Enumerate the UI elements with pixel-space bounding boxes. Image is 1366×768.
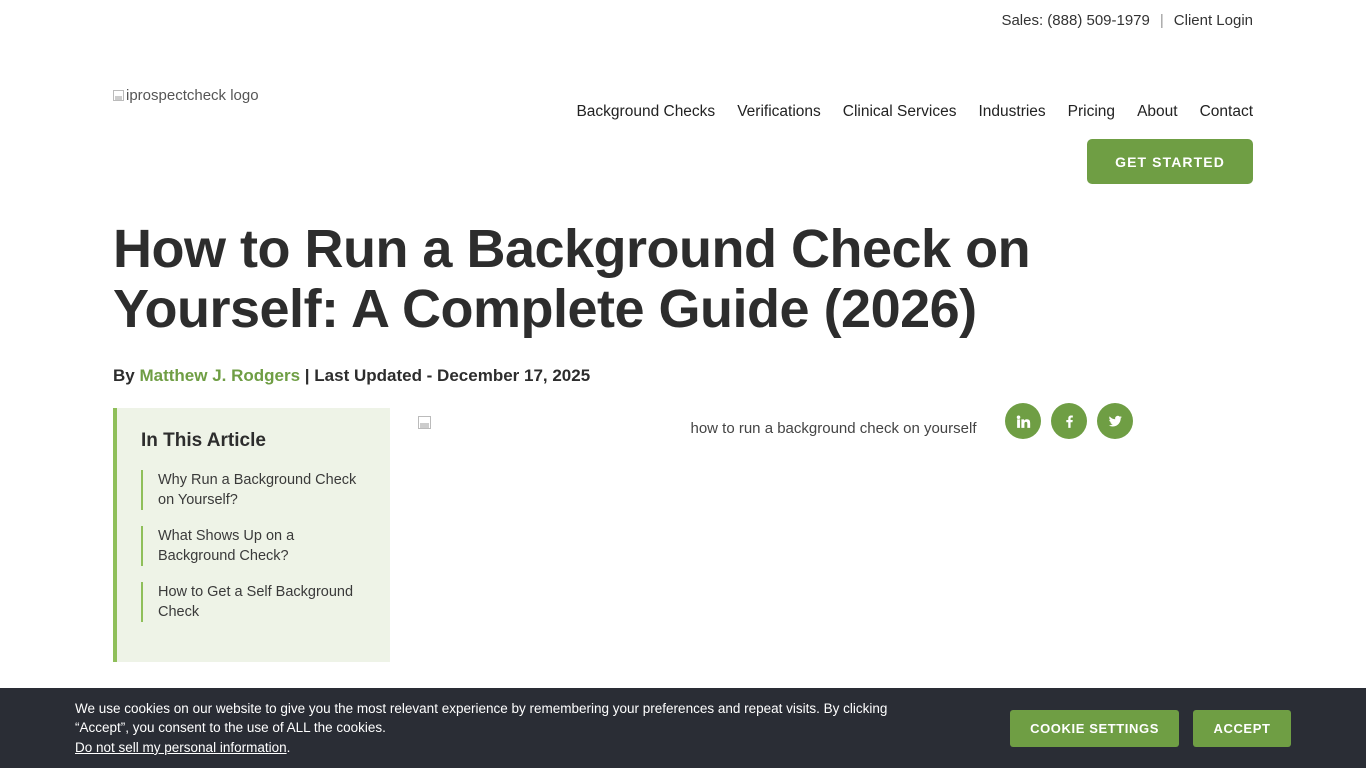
- cookie-text: [75, 699, 887, 758]
- author-link[interactable]: Matthew J. Rodgers: [139, 365, 301, 385]
- article-hero-image-alt: how to run a background check on yourself: [690, 419, 977, 437]
- byline-prefix: By: [113, 365, 135, 385]
- table-of-contents: [113, 408, 390, 662]
- logo-alt-text: iprospectcheck logo: [126, 87, 259, 104]
- toc-title: In This Article: [141, 429, 266, 451]
- toc-item[interactable]: How to Get a Self Background Check: [141, 582, 366, 622]
- page-title: How to Run a Background Check on Yourself: A Complete Guide (2026): [113, 219, 1031, 340]
- cookie-consent-banner: [0, 688, 1366, 768]
- cookie-optout-period: .: [286, 739, 291, 755]
- nav-item-clinical-services[interactable]: Clinical Services: [842, 103, 957, 120]
- article-body: [113, 408, 1253, 662]
- last-updated: | Last Updated - December 17, 2025: [304, 365, 591, 385]
- site-logo[interactable]: [113, 87, 259, 104]
- utility-bar: [0, 0, 1366, 29]
- article-hero-image: [414, 408, 1253, 662]
- toc-list: [141, 470, 366, 622]
- broken-image-icon: [418, 416, 431, 429]
- toc-item[interactable]: Why Run a Background Check on Yourself?: [141, 470, 366, 510]
- nav-item-pricing[interactable]: Pricing: [1067, 103, 1116, 120]
- toc-item[interactable]: What Shows Up on a Background Check?: [141, 526, 366, 566]
- get-started-button[interactable]: GET STARTED: [1087, 139, 1253, 184]
- nav-item-about[interactable]: About: [1137, 103, 1178, 120]
- cookie-settings-button[interactable]: COOKIE SETTINGS: [1010, 710, 1179, 747]
- byline: [113, 366, 590, 386]
- article-container: [0, 219, 1366, 662]
- nav-item-verifications[interactable]: Verifications: [737, 103, 821, 120]
- broken-image-icon: [113, 90, 124, 101]
- cookie-optout-row: [75, 738, 887, 758]
- nav-item-background-checks[interactable]: Background Checks: [576, 103, 716, 120]
- nav-item-industries[interactable]: Industries: [978, 103, 1046, 120]
- do-not-sell-link[interactable]: Do not sell my personal information: [75, 739, 287, 755]
- client-login-link[interactable]: Client Login: [1173, 12, 1253, 29]
- site-header: [0, 29, 1366, 170]
- cookie-actions: [1010, 710, 1291, 747]
- byline-row: [113, 366, 1253, 386]
- main-navigation: [576, 103, 1253, 121]
- cookie-text-line1: We use cookies on our website to give you the most relevant experience by remembering your preferences and repeat visits. By clicking: [75, 700, 888, 716]
- sales-phone: Sales: (888) 509-1979: [1001, 12, 1150, 29]
- nav-item-contact[interactable]: Contact: [1199, 103, 1253, 120]
- cookie-text-line2: “Accept”, you consent to the use of ALL the cookies.: [75, 720, 386, 736]
- cookie-accept-button[interactable]: ACCEPT: [1193, 710, 1291, 747]
- utility-divider: |: [1159, 12, 1164, 29]
